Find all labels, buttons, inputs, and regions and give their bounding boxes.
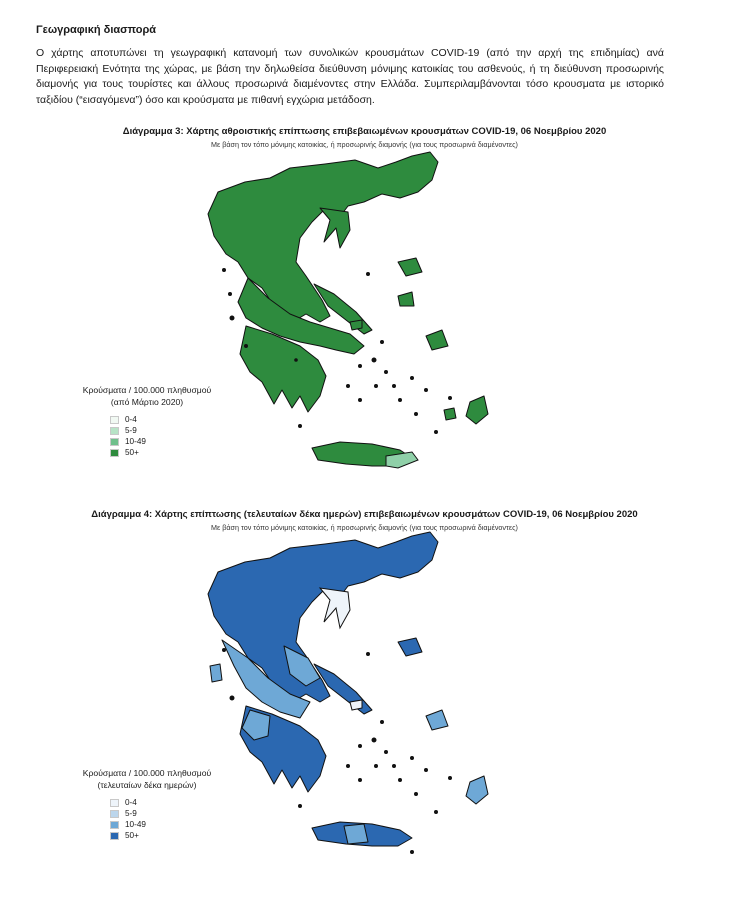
legend-swatch	[110, 427, 119, 435]
figure4-title: Διάγραμμα 4: Χάρτης επίπτωσης (τελευταίων δέκα ημερών) επιβεβαιωμένων κρουσμάτων COVID-19, 06 Νοεμβρίου 2020	[91, 509, 638, 520]
figure3-legend-title: Κρούσματα / 100.000 πληθυσμού (από Μάρτιο 2020)	[82, 385, 212, 407]
figure3-legend-item: 5-9	[110, 425, 242, 436]
figure4-legend-item: 0-4	[110, 797, 242, 808]
figure3-title: Διάγραμμα 3: Χάρτης αθροιστικής επίπτωσης επιβεβαιωμένων κρουσμάτων COVID-19, 06 Νοεμβρίου 2020	[122, 126, 607, 137]
section-heading: Γεωγραφική διασπορά	[36, 24, 157, 36]
figure3-legend	[52, 384, 242, 458]
legend-swatch	[110, 799, 119, 807]
figure4-legend	[52, 767, 242, 841]
figure4-subtitle: Με βάση τον τόπο μόνιμης κατοικίας, ή προσωρινής διαμονής (για τους προσωρινά διαμένοντες)	[211, 523, 518, 532]
figure4-legend-item: 10-49	[110, 819, 242, 830]
legend-swatch	[110, 832, 119, 840]
figure3-legend-item: 0-4	[110, 414, 242, 425]
figure3-legend-item: 50+	[110, 447, 242, 458]
legend-swatch	[110, 821, 119, 829]
figure4-legend-title: Κρούσματα / 100.000 πληθυσμού (τελευταίων δέκα ημερών)	[82, 768, 212, 790]
legend-swatch	[110, 438, 119, 446]
legend-swatch	[110, 449, 119, 457]
figure4-legend-item: 50+	[110, 830, 242, 841]
legend-swatch	[110, 810, 119, 818]
figure4-legend-item: 5-9	[110, 808, 242, 819]
intro-paragraph: Ο χάρτης αποτυπώνει τη γεωγραφική κατανομή των συνολικών κρουσμάτων COVID-19 (από την αρχή της επιδημίας) ανά Περιφερειακή Ενότητα της χώρας, με βάση την δηλωθείσα διεύθυνση μόνιμης κατοικίας του ασθενούς, ή τη διεύθυνση προσωρινής διαμονής για τους τουρίστες και άλλους προσωρινά διαμένοντες στην Ελλάδα. Συμπεριλαμβάνονται τόσο κρουσματα με ιστορικό ταξιδίου (“εισαγόμενα”) όσο και κρούσματα με πιθανή εγχώρια μετάδοση.	[36, 47, 664, 106]
figure3-legend-item: 10-49	[110, 436, 242, 447]
legend-swatch	[110, 416, 119, 424]
figure3-subtitle: Με βάση τον τόπο μόνιμης κατοικίας, ή προσωρινής διαμονής (για τους προσωρινά διαμένοντες)	[211, 140, 518, 149]
